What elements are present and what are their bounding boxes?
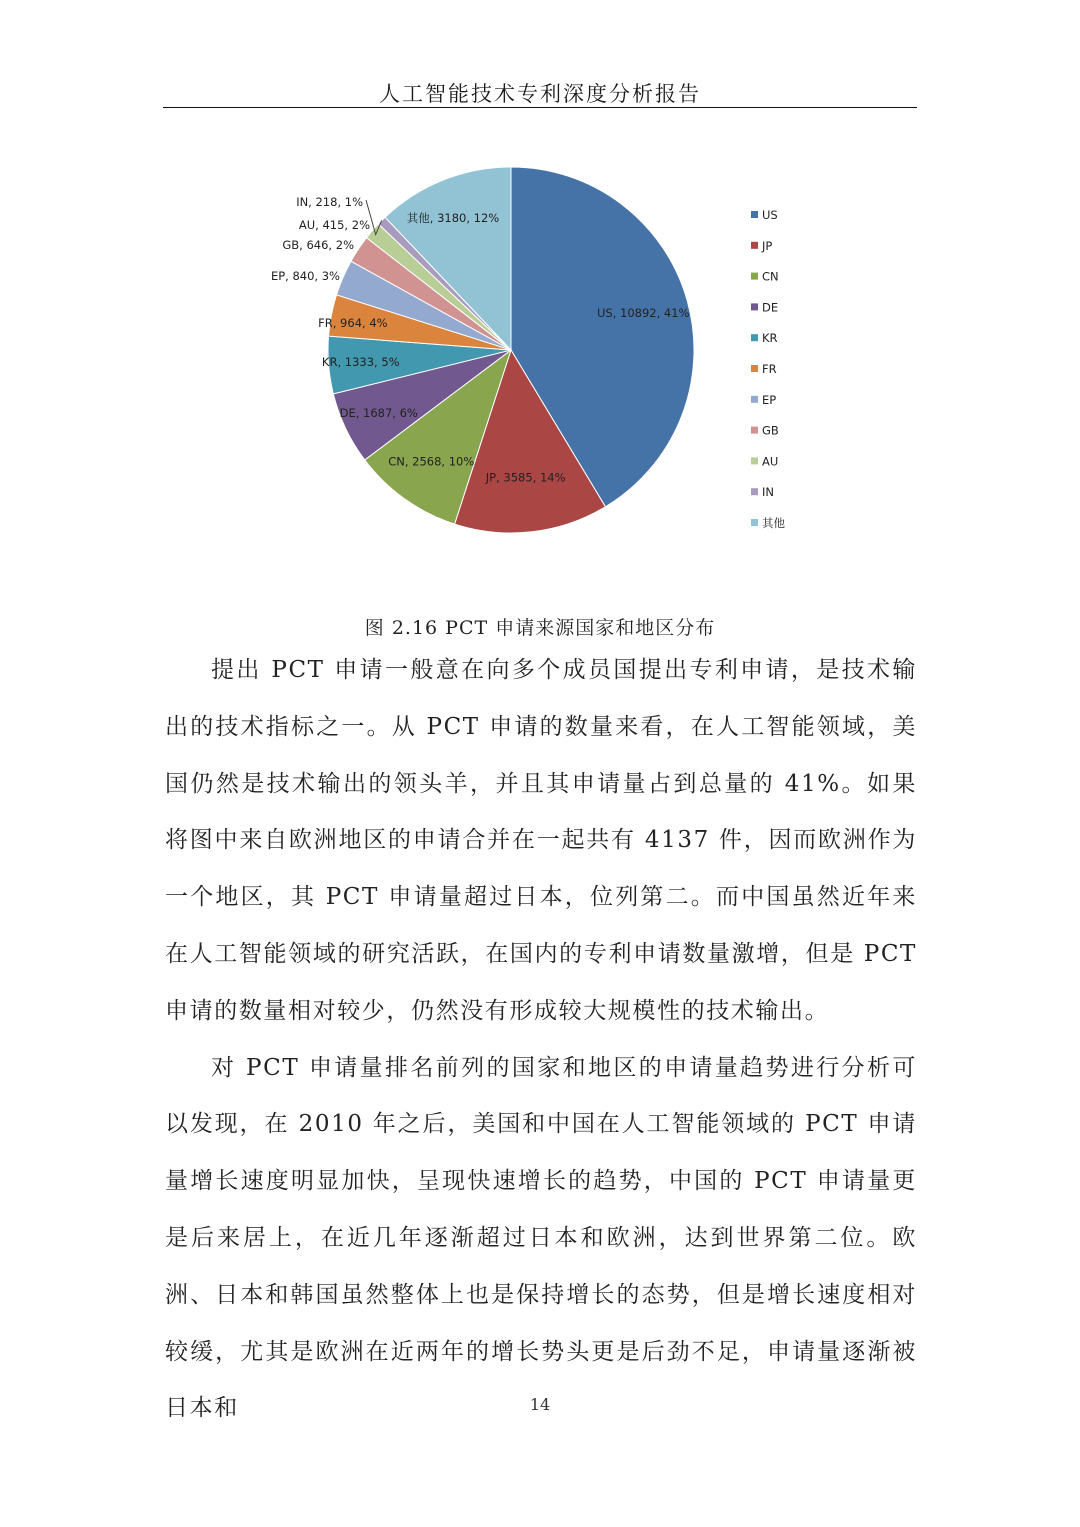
data-label-gb: GB, 646, 2% [282,238,354,252]
data-label-kr: KR, 1333, 5% [321,354,400,369]
legend-label-cn: CN [762,269,779,284]
legend-label-jp: JP [762,238,773,253]
body-text [165,642,917,1437]
legend-label-de: DE [762,300,779,315]
legend-label-gb: GB [762,423,779,438]
legend-swatch-in [751,488,758,495]
data-label-jp: JP, 3585, 14% [485,470,566,485]
legend-swatch-de [751,303,758,310]
legend-swatch-other [751,519,758,526]
pie-chart [0,0,1080,600]
legend-label-fr: FR [762,362,777,376]
legend-label-us: US [762,208,778,222]
legend-label-au: AU [762,454,779,469]
legend-swatch-ep [751,396,758,403]
data-label-us: US, 10892, 41% [596,306,690,321]
legend-label-in: IN [762,485,774,500]
paragraph-2: 对 PCT 申请量排名前列的国家和地区的申请量趋势进行分析可以发现，在 2010 年之后，美国和中国在人工智能领域的 PCT 申请量增长速度明显加快，呈现快速增长的趋势，中国的 PCT 申请量更是后来居上，在近几年逐渐超过日本和欧洲，达到世界第二位。欧洲、日本和韩国虽然整体上也是保持增长的态势，但是增长速度相对较缓，尤其是欧洲在近两年的增长势头更是后劲不足，申请量逐渐被日本和 [165,1054,917,1422]
chart-legend [751,208,785,530]
legend-swatch-cn [751,273,758,280]
legend-swatch-us [751,211,758,218]
legend-swatch-au [751,457,758,464]
page-number: 14 [529,1395,551,1414]
legend-label-ep: EP [762,392,777,407]
data-label-cn: CN, 2568, 10% [388,454,475,469]
paragraph-1: 提出 PCT 申请一般意在向多个成员国提出专利申请，是技术输出的技术指标之一。从 PCT 申请的数量来看，在人工智能领域，美国仍然是技术输出的领头羊，并且其申请量占到总量的 41%。如果将图中来自欧洲地区的申请合并在一起共有 4137 件，因而欧洲作为一个地区，其 PCT 申请量超过日本，位列第二。而中国虽然近年来在人工智能领域的研究活跃，在国内的专利申请数量激增，但是 PCT 申请的数量相对较少，仍然没有形成较大规模性的技术输出。 [165,657,917,1024]
legend-swatch-fr [751,365,758,372]
legend-label-other: 其他 [762,516,785,530]
data-label-de: DE, 1687, 6% [339,405,418,420]
data-label-fr: FR, 964, 4% [318,315,388,330]
legend-swatch-kr [751,334,758,341]
legend-swatch-jp [751,242,758,249]
legend-swatch-gb [751,427,758,434]
data-label-other: 其他, 3180, 12% [406,211,500,225]
page-header-title: 人工智能技术专利深度分析报告 [379,82,701,106]
data-label-ep: EP, 840, 3% [270,269,340,283]
figure-caption: 图 2.16 PCT 申请来源国家和地区分布 [364,617,716,639]
legend-label-kr: KR [762,331,778,346]
data-label-in: IN, 218, 1% [296,195,363,209]
data-label-au: AU, 415, 2% [298,218,370,232]
